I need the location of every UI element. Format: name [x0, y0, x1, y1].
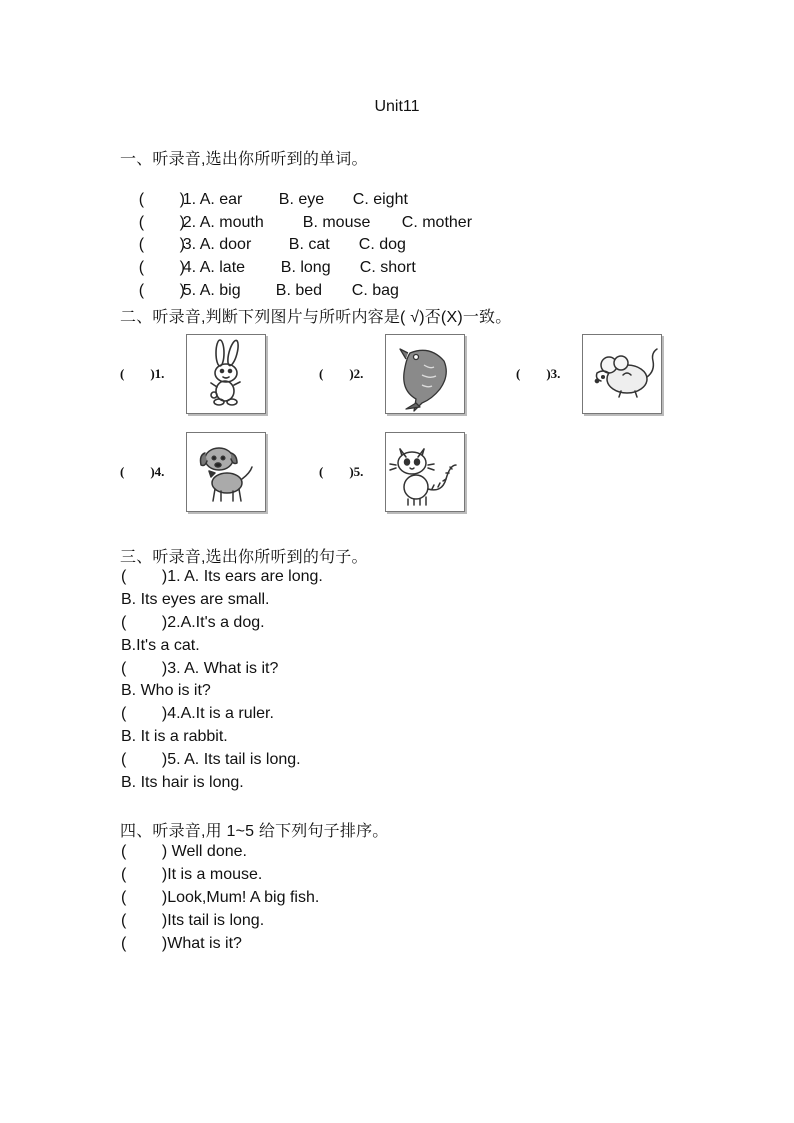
section3-line: ( )3. A. What is it? — [121, 660, 279, 677]
section1-item — [121, 235, 416, 276]
option-b: B. bed — [275, 282, 323, 299]
option-b: B. eye — [278, 191, 325, 208]
picture-item-4 — [120, 432, 266, 512]
picture-label: ( )3. — [516, 366, 561, 381]
picture-item-3 — [516, 334, 662, 414]
dog-icon — [186, 432, 266, 512]
option-a: 5. A. big — [182, 282, 241, 299]
option-c: C. bag — [351, 282, 399, 299]
section3-line: B. Who is it? — [121, 682, 211, 699]
section3-line: ( )2.A.It's a dog. — [121, 614, 265, 631]
option-a: 4. A. late — [182, 259, 246, 276]
option-c: C. eight — [352, 191, 408, 208]
answer-blank: ( ) — [138, 259, 185, 276]
section4-line: ( )What is it? — [121, 935, 242, 952]
section4-line: ( )Its tail is long. — [121, 912, 265, 929]
picture-item-1 — [120, 334, 266, 414]
section3-line: B. Its eyes are small. — [121, 591, 270, 608]
section3-line: B.It's a cat. — [121, 637, 200, 654]
cat-icon — [385, 432, 465, 512]
section3-line: B. Its hair is long. — [121, 774, 244, 791]
option-b: B. mouse — [302, 214, 371, 231]
section1-heading: 一、听录音,选出你所听到的单词。 — [120, 151, 368, 168]
answer-blank: ( ) — [138, 191, 185, 208]
picture-label: ( )4. — [120, 464, 165, 479]
section4-line: ( )It is a mouse. — [121, 866, 263, 883]
fish-icon — [385, 334, 465, 414]
section3-line: ( )1. A. Its ears are long. — [121, 568, 323, 585]
answer-blank: ( ) — [138, 282, 185, 299]
option-c: C. mother — [401, 214, 473, 231]
picture-label: ( )1. — [120, 366, 165, 381]
section4-heading: 四、听录音,用 1~5 给下列句子排序。 — [120, 823, 389, 840]
option-b: B. cat — [288, 236, 330, 253]
section1-item — [121, 212, 406, 253]
section3-line: B. It is a rabbit. — [121, 728, 228, 745]
picture-item-2 — [319, 334, 465, 414]
option-b: B. long — [280, 259, 331, 276]
section1-item — [121, 258, 399, 299]
section3-line: ( )4.A.It is a ruler. — [121, 705, 274, 722]
section3-heading: 三、听录音,选出你所听到的句子。 — [120, 549, 368, 566]
picture-item-5 — [319, 432, 465, 512]
rabbit-icon — [186, 334, 266, 414]
option-a: 3. A. door — [182, 236, 252, 253]
section2-heading: 二、听录音,判断下列图片与所听内容是( √)否(X)一致。 — [120, 309, 512, 326]
option-a: 1. A. ear — [182, 191, 243, 208]
option-c: C. dog — [358, 236, 406, 253]
section4-line: ( ) Well done. — [121, 843, 247, 860]
answer-blank: ( ) — [138, 236, 185, 253]
section1-item — [121, 167, 408, 208]
section3-line: ( )5. A. Its tail is long. — [121, 751, 301, 768]
option-c: C. short — [359, 259, 416, 276]
option-a: 2. A. mouth — [182, 214, 264, 231]
section4-line: ( )Look,Mum! A big fish. — [121, 889, 320, 906]
mouse-icon — [582, 334, 662, 414]
answer-blank: ( ) — [138, 214, 185, 231]
picture-label: ( )5. — [319, 464, 364, 479]
section1-item — [121, 190, 473, 231]
picture-label: ( )2. — [319, 366, 364, 381]
page-title: Unit11 — [374, 98, 420, 115]
